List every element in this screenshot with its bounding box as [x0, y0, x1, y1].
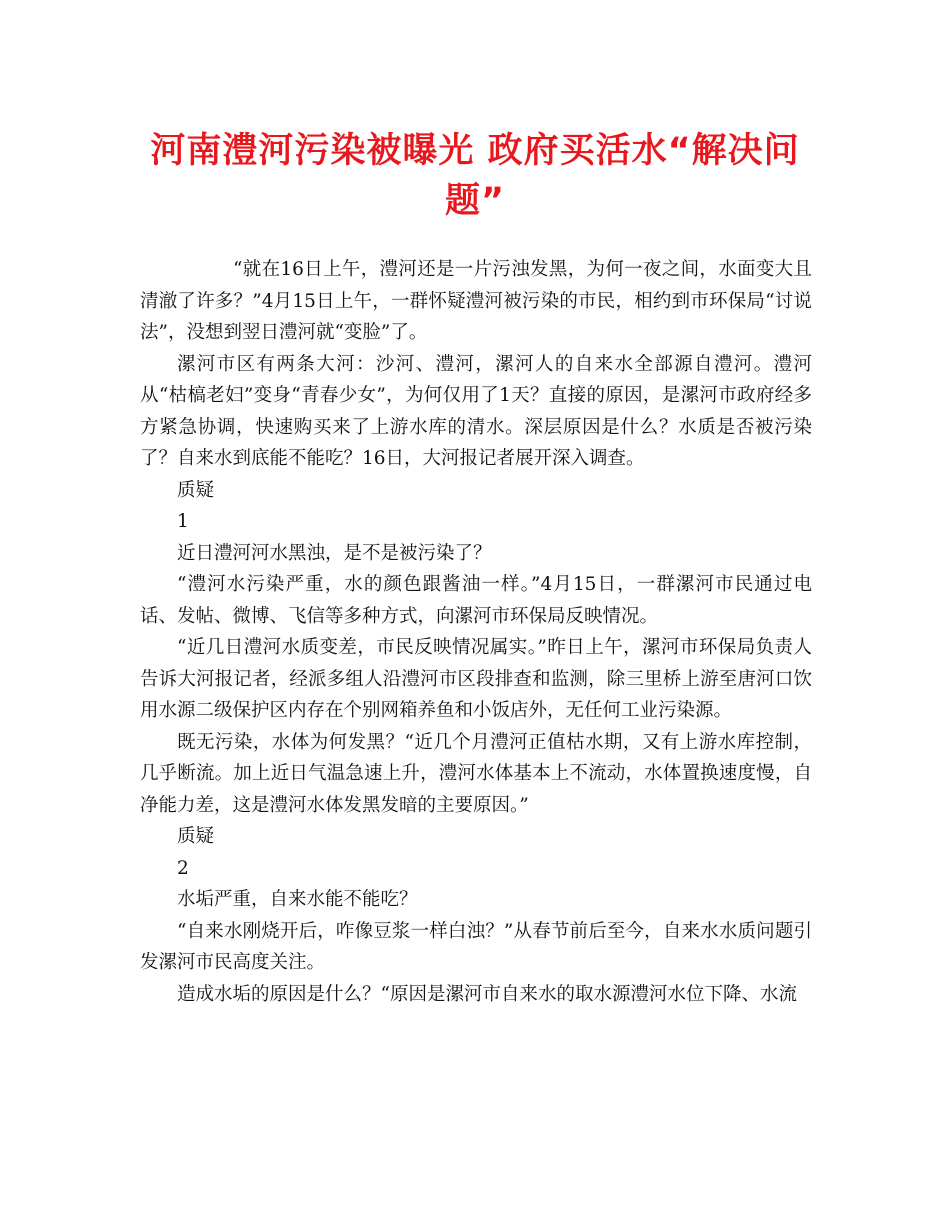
section-number: 2	[177, 857, 189, 879]
section-question: 水垢严重，自来水能不能吃？	[177, 889, 418, 910]
paragraph: “就在16日上午，澧河还是一片污浊发黑，为何一夜之间，水面变大且清澈了许多？”4月15日上午，一群怀疑澧河被污染的市民，相约到市环保局“讨说法”，没想到翌日澧河就“变脸”了。	[140, 259, 812, 343]
paragraph: “自来水刚烧开后，咋像豆浆一样白浊？”从春节前后至今，自来水水质问题引发漯河市民高度关注。	[140, 920, 812, 973]
document-body	[140, 254, 812, 1010]
paragraph: 漯河市区有两条大河：沙河、澧河，漯河人的自来水全部源自澧河。澧河从“枯槁老妇”变身“青春少女”，为何仅用了1天？直接的原因，是漯河市政府经多方紧急协调，快速购买来了上游水库的清水。深层原因是什么？水质是否被污染了？自来水到底能不能吃？16日，大河报记者展开深入调查。	[140, 353, 812, 469]
paragraph: “近几日澧河水质变差，市民反映情况属实。”昨日上午，漯河市环保局负责人告诉大河报记者，经派多组人沿澧河市区段排查和监测，除三里桥上游至唐河口饮用水源二级保护区内存在个别网箱养鱼和小饭店外，无任何工业污染源。	[140, 637, 812, 721]
section-label: 质疑	[177, 479, 215, 501]
section-label: 质疑	[177, 826, 215, 847]
paragraph: 造成水垢的原因是什么？“原因是漯河市自来水的取水源澧河水位下降、水流	[177, 983, 797, 1005]
section-question: 近日澧河河水黑浊，是不是被污染了？	[177, 542, 492, 564]
paragraph: 既无污染，水体为何发黑？“近几个月澧河正值枯水期，又有上游水库控制，几乎断流。加上近日气温急速上升，澧河水体基本上不流动，水体置换速度慢，自净能力差，这是澧河水体发黑发暗的主要原因。”	[140, 731, 812, 816]
section-number: 1	[177, 511, 189, 532]
paragraph: “澧河水污染严重，水的颜色跟酱油一样。”4月15日，一群漯河市民通过电话、发帖、微博、飞信等多种方式，向漯河市环保局反映情况。	[140, 574, 812, 627]
document-title: 河南澧河污染被曝光 政府买活水“解决问题”	[150, 131, 800, 221]
